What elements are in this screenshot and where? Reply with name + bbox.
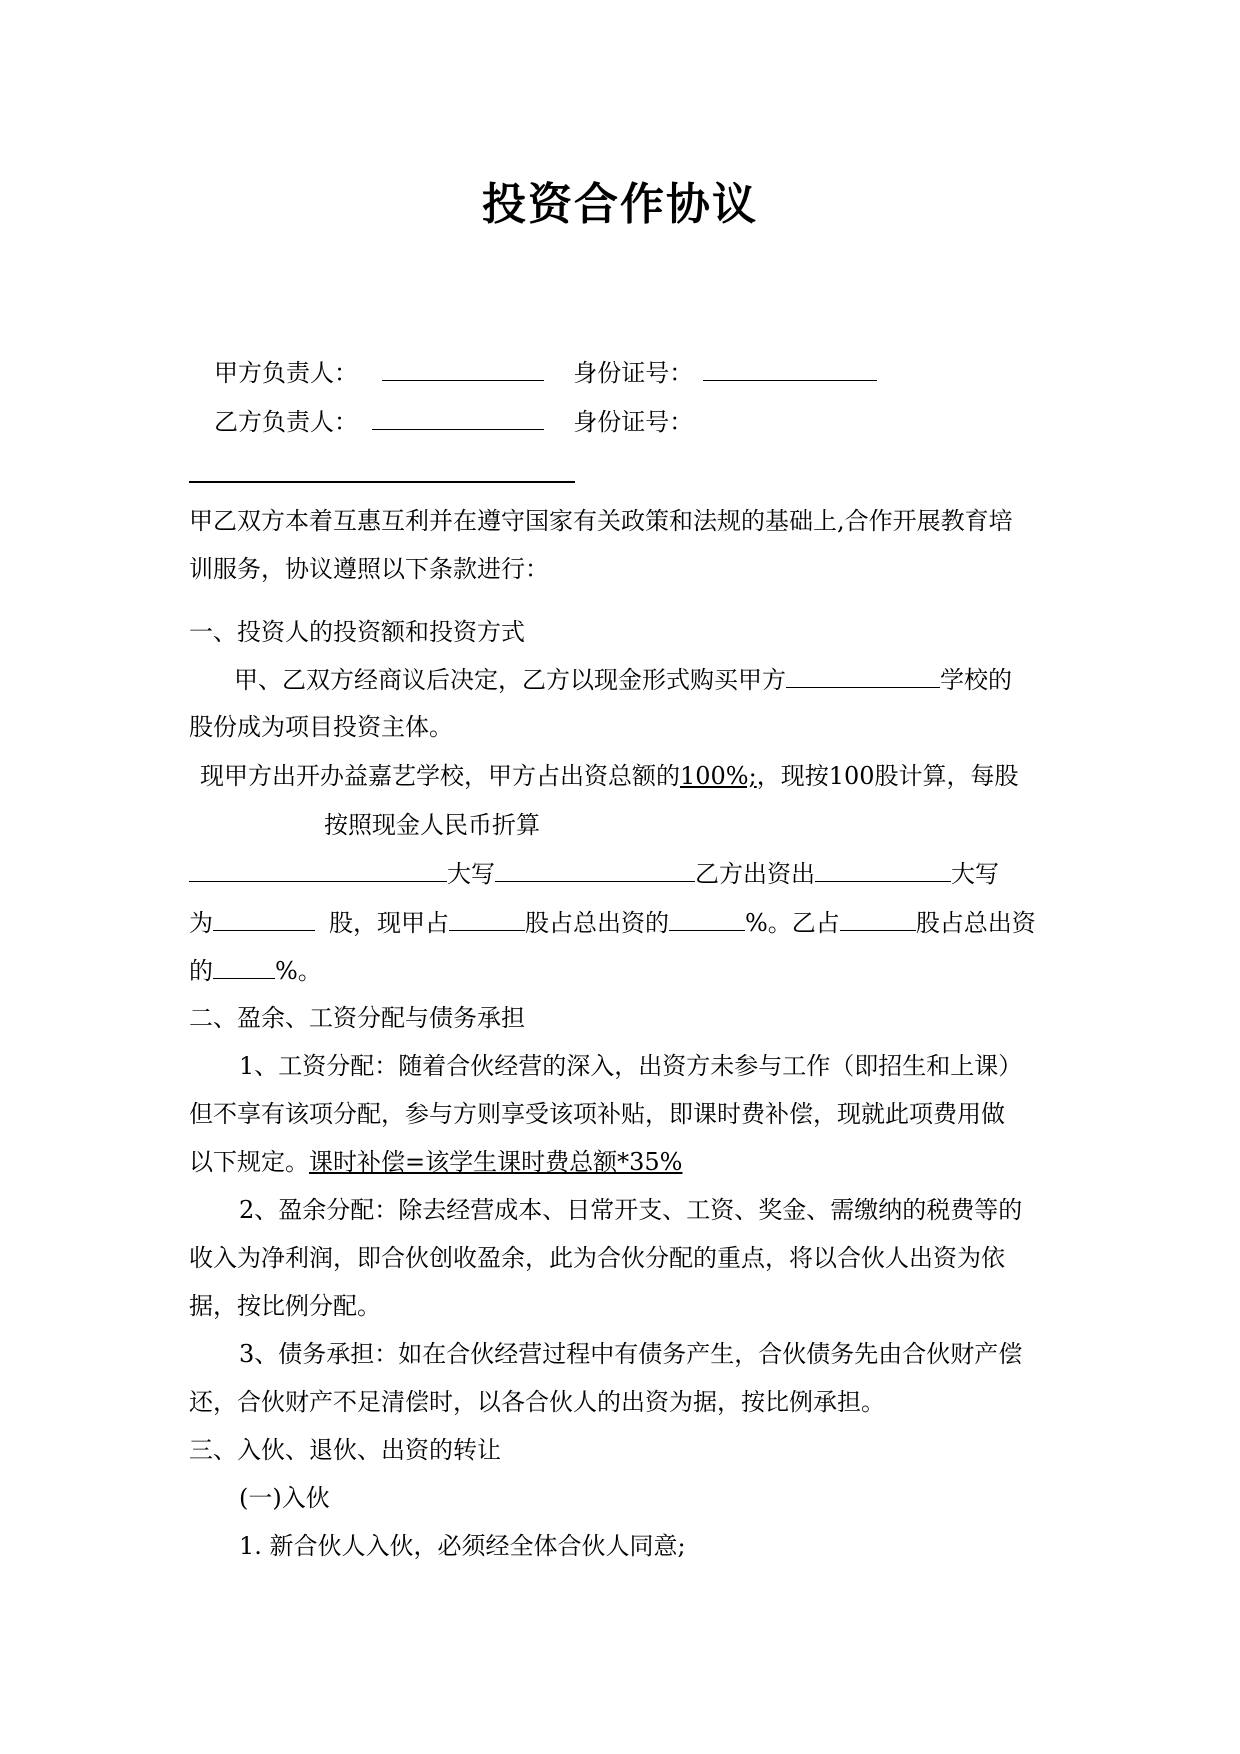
intro-line-1: 甲乙双方本着互惠互利并在遵守国家有关政策和法规的基础上,合作开展教育培 <box>189 507 1013 535</box>
party-b-id-blank-line[interactable] <box>189 481 575 483</box>
section-2-item-1-line-1: 1、工资分配：随着合伙经营的深入，出资方未参与工作（即招生和上课） <box>239 1052 1023 1080</box>
section-1-heading: 一、投资人的投资额和投资方式 <box>189 618 525 646</box>
section-2-item-2-line-2: 收入为净利润，即合伙创收盈余，此为合伙分配的重点，将以合伙人出资为依 <box>189 1244 1005 1272</box>
party-b-ratio-blank[interactable] <box>213 954 275 979</box>
party-b-ratio-label: 股占总出资 <box>915 909 1036 937</box>
party-b-shares-label: %。乙占 <box>745 909 840 937</box>
de-label: 的 <box>189 957 213 985</box>
party-b-daxie-blank[interactable] <box>213 906 315 931</box>
party-b-contribution-blank[interactable] <box>815 857 951 882</box>
party-b-id-label: 身份证号： <box>573 408 694 436</box>
section-2-item-1-line-3-text: 以下规定。 <box>189 1148 309 1176</box>
section-2-item-3-line-1: 3、债务承担：如在合伙经营过程中有债务产生，合伙债务先由合伙财产偿 <box>239 1340 1023 1368</box>
party-a-id-blank[interactable] <box>703 356 877 381</box>
section-2-item-2-line-3: 据，按比例分配。 <box>189 1292 381 1320</box>
section-1-para-1 <box>234 663 1012 696</box>
party-b-label: 乙方负责人： <box>214 408 358 436</box>
section-3-sub-1: (一)入伙 <box>239 1484 330 1512</box>
party-b-row <box>214 405 693 438</box>
compensation-formula: 课时补偿=该学生课时费总额*35% <box>309 1148 683 1176</box>
share-count: 100 <box>828 762 875 790</box>
party-a-ratio-blank[interactable] <box>669 906 745 931</box>
share-value-blank[interactable] <box>189 857 447 882</box>
section-1-para-2-tail: 股计算，每股 <box>874 762 1019 790</box>
fill-row-2 <box>189 906 1036 939</box>
section-1-para-1-line-2: 股份成为项目投资主体。 <box>189 713 453 741</box>
section-2-item-1-line-3 <box>189 1146 682 1178</box>
party-a-ratio-label: 股占总出资的 <box>525 909 669 937</box>
section-1-para-2-text: 现甲方出开办益嘉艺学校，甲方占出资总额的 <box>200 762 680 790</box>
school-name-blank[interactable] <box>786 663 940 688</box>
party-b-name-blank[interactable] <box>372 405 544 430</box>
intro-line-2: 训服务，协议遵照以下条款进行： <box>189 555 549 583</box>
section-2-heading: 二、盈余、工资分配与债务承担 <box>189 1004 525 1032</box>
party-a-label: 甲方负责人： <box>214 359 358 387</box>
section-3-heading: 三、入伙、退伙、出资的转让 <box>189 1436 501 1464</box>
section-2-item-1-line-2: 但不享有该项分配，参与方则享受该项补贴，即课时费补偿，现就此项费用做 <box>189 1100 1005 1128</box>
section-1-para-2-mid: ，现按 <box>756 762 829 790</box>
party-a-name-blank[interactable] <box>382 356 544 381</box>
party-a-id-label: 身份证号： <box>573 359 694 387</box>
party-a-row <box>214 356 877 389</box>
document-title: 投资合作协议 <box>482 179 758 230</box>
section-1-para-1-tail: 学校的 <box>940 666 1012 694</box>
section-2-item-3-line-2: 还，合伙财产不足清偿时，以各合伙人的出资为据，按比例承担。 <box>189 1388 885 1416</box>
section-1-para-2 <box>200 760 1019 792</box>
party-a-shares-blank[interactable] <box>449 906 525 931</box>
section-2-item-2-line-1: 2、盈余分配：除去经营成本、日常开支、工资、奖金、需缴纳的税费等的 <box>239 1196 1023 1224</box>
fill-row-3 <box>189 954 322 987</box>
party-a-share-percent: 100%; <box>680 762 757 790</box>
wei-label: 为 <box>189 909 213 937</box>
section-1-para-2-line-2: 按照现金人民币折算 <box>324 811 540 839</box>
fill-row-1 <box>189 857 999 890</box>
party-b-contribution-label: 乙方出资出 <box>695 860 815 888</box>
percent-end-label: %。 <box>275 957 322 985</box>
section-3-item-1: 1. 新合伙人入伙，必须经全体合伙人同意; <box>239 1532 686 1560</box>
daxie-label-2: 大写 <box>951 860 999 888</box>
share-value-daxie-blank[interactable] <box>495 857 695 882</box>
section-1-para-1-text: 甲、乙双方经商议后决定，乙方以现金形式购买甲方 <box>234 666 786 694</box>
party-b-shares-blank[interactable] <box>840 906 916 931</box>
daxie-label-1: 大写 <box>447 860 495 888</box>
party-a-shares-label: 股，现甲占 <box>329 909 449 937</box>
